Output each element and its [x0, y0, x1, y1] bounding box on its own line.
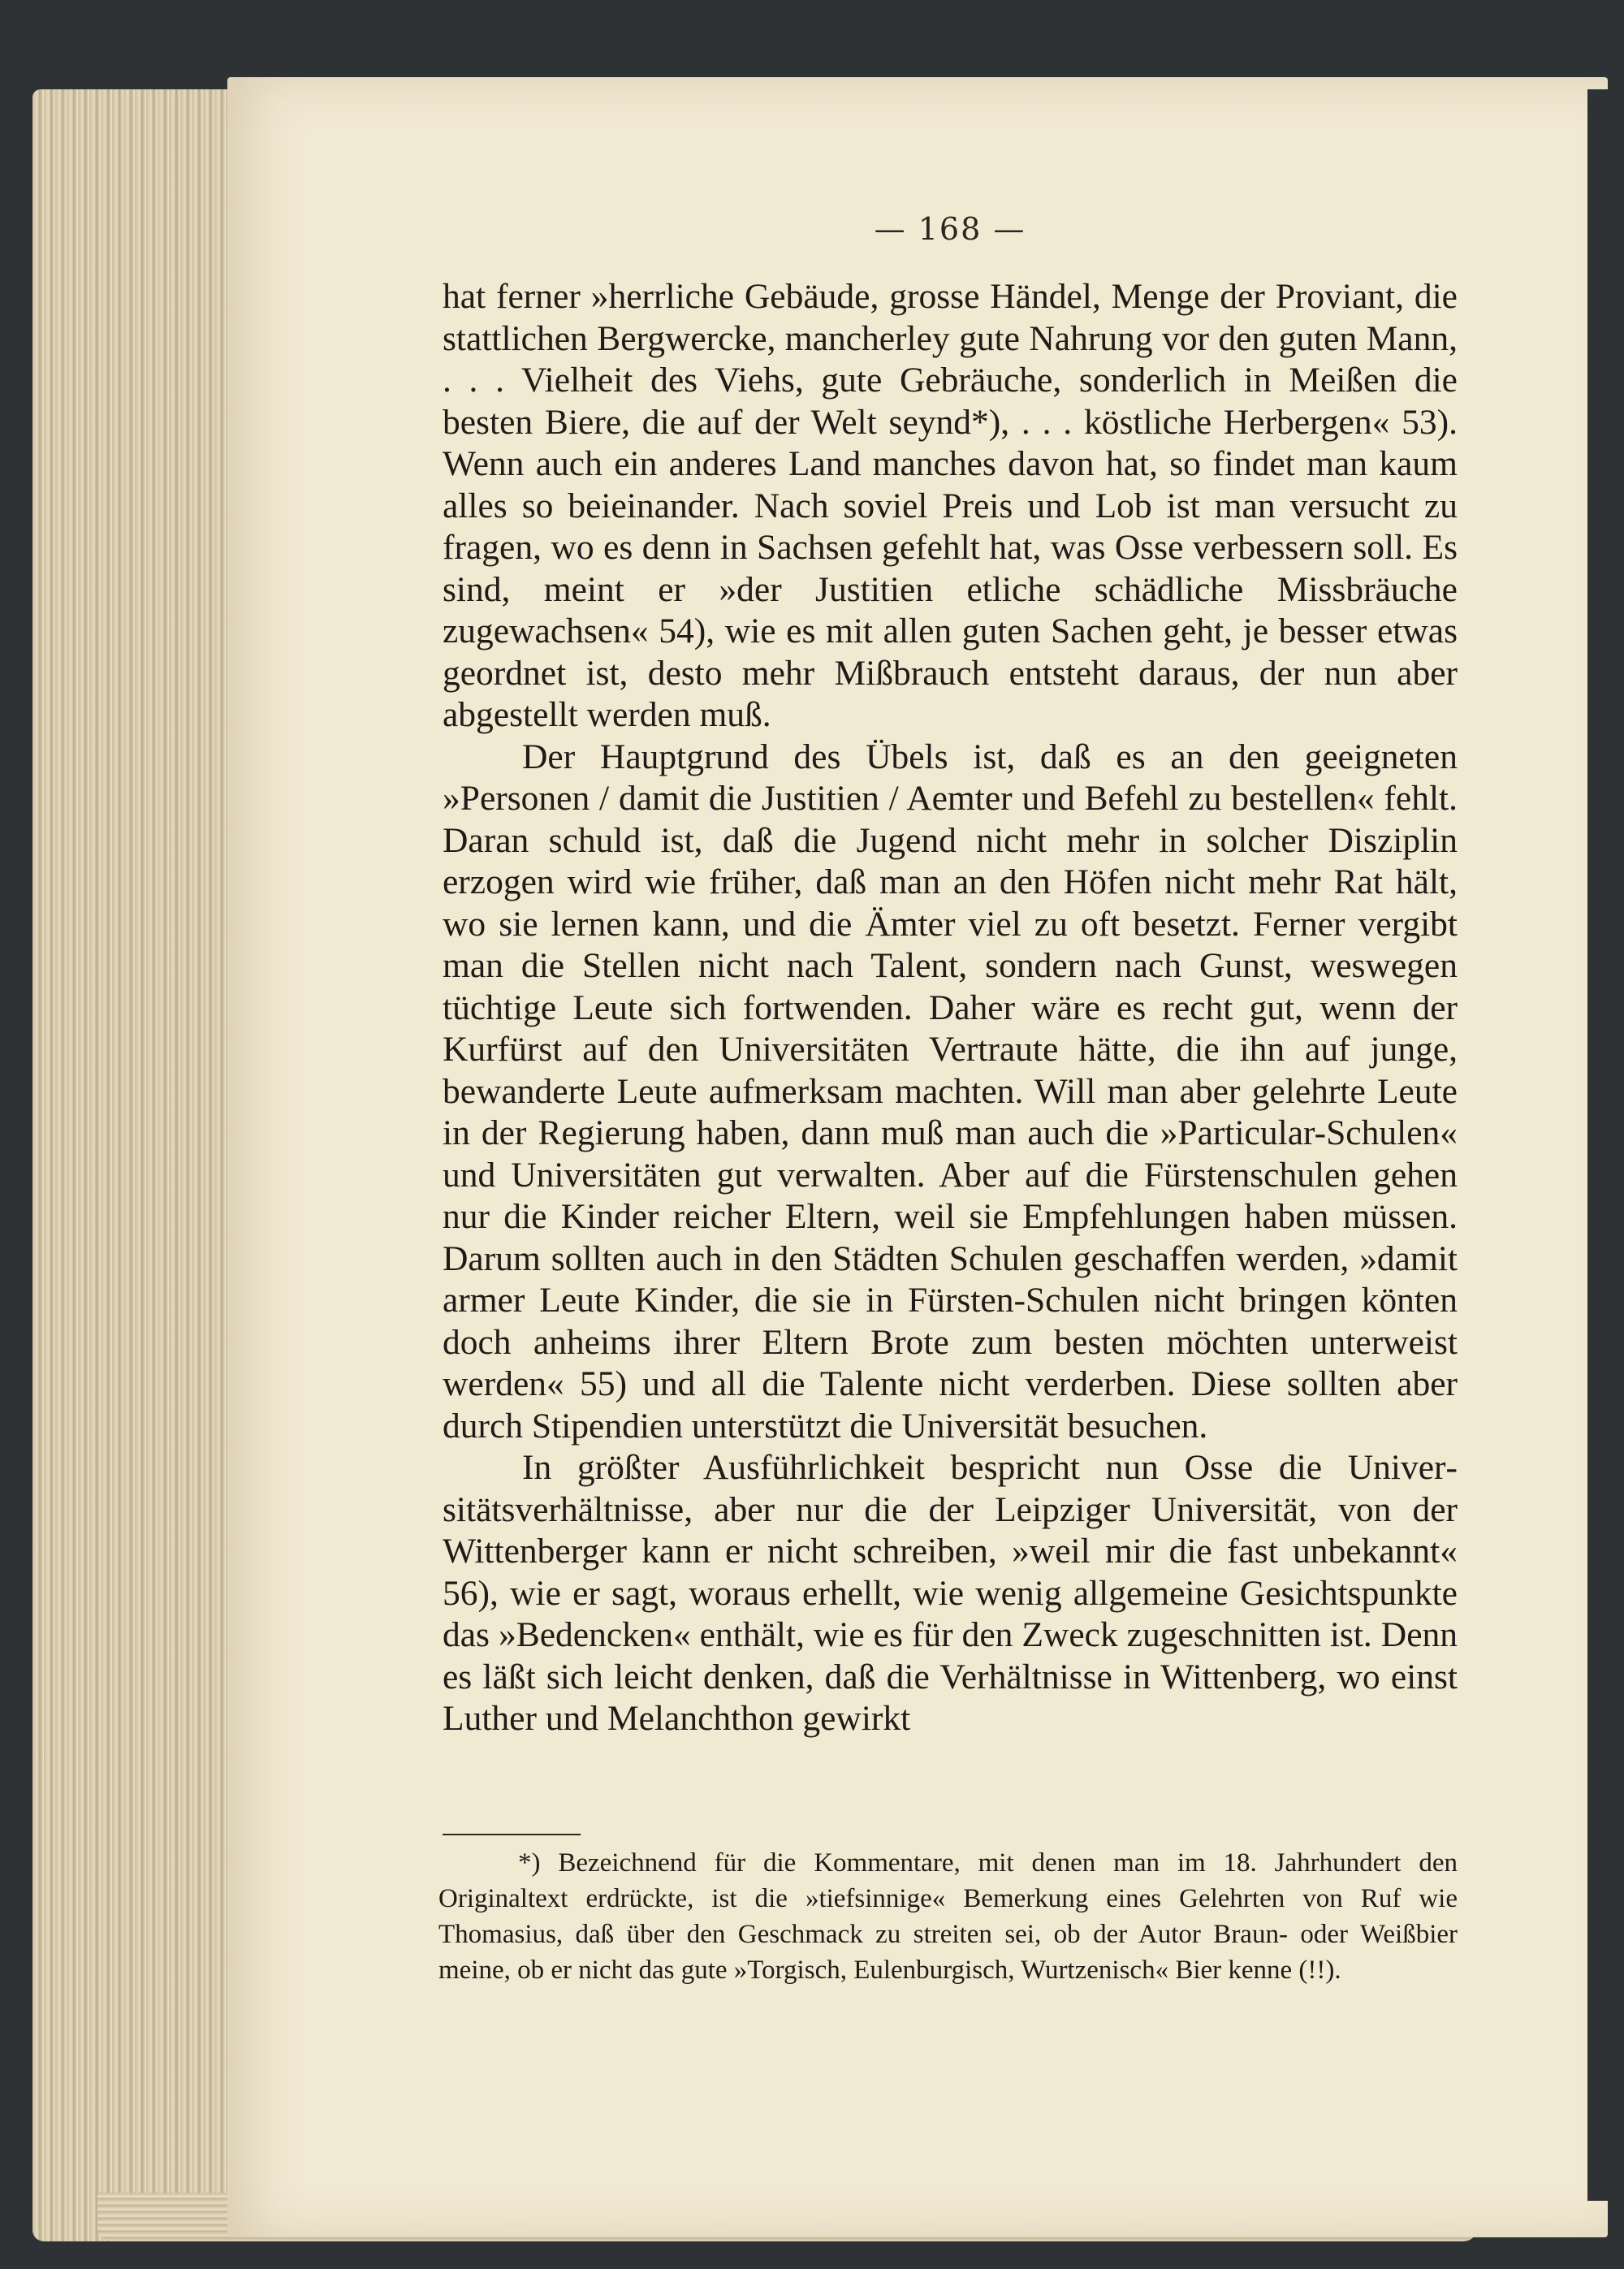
page-number: — 168 — — [874, 211, 1026, 247]
footnote-rule — [443, 1834, 581, 1835]
book-page-edges — [32, 89, 235, 2241]
footnote-text: *) Bezeichnend für die Kommentare, mit denen man im 18. Jahrhundert den Originaltext erdrückte, ist die »tiefsinnige« Bemerkung eines Gelehrten von Ruf wie Thomasius, daß über den Geschmack zu streiten sei, ob der Autor Braun- oder Weißbier meine, ob er nicht das gute »Torgisch, Eulenburgisch, Wurtzenisch« Bier kenne (!!). — [438, 1848, 1458, 1985]
body-text — [443, 276, 1458, 1740]
background-gap — [1587, 89, 1624, 2201]
footnote — [438, 1845, 1458, 1988]
paragraph-3: In größter Ausführlichkeit bespricht nun Osse die Universitätsverhältnisse, aber nur die der Leipziger Universität, von der Wittenberger kann er nicht schreiben, »weil mir die fast unbekannt« 56), wie er sagt, woraus erhellt, wie wenig allgemeine Gesichtspunkte das »Bedencken« enthält, wie es für den Zweck zugeschnitten ist. Denn es läßt sich leicht denken, daß die Verhältnisse in Wittenberg, wo einst Luther und Melanchthon gewirkt — [443, 1448, 1458, 1738]
paragraph-1: hat ferner »herrliche Gebäude, grosse Händel, Menge der Proviant, die stattlichen Bergwercke, mancherley gute Nahrung vor den guten Mann, . . . Vielheit des Viehs, gute Gebräuche, sonderlich in Meißen die besten Biere, die auf der Welt seynd*), . . . köstliche Herbergen« 53). Wenn auch ein anderes Land manches davon hat, so findet man kaum alles so beieinander. Nach soviel Preis und Lob ist man versucht zu fragen, wo es denn in Sachsen gefehlt hat, was Osse verbessern soll. Es sind, meint er »der Justitien etliche schädliche Missbräuche zugewachsen« 54), wie es mit allen guten Sachen geht, je besser etwas geordnet ist, desto mehr Mißbrauch entsteht daraus, der nun aber abgestellt werden muß. — [443, 277, 1458, 734]
paragraph-2: Der Hauptgrund des Übels ist, daß es an den geeigneten »Personen / damit die Justitien / Aemter und Befehl zu bestellen« fehlt. Daran schuld ist, daß die Jugend nicht mehr in solcher Disziplin erzogen wird wie früher, daß man an den Höfen nicht mehr Rat hält, wo sie lernen kann, und die Ämter viel zu oft besetzt. Ferner vergibt man die Stellen nicht nach Talent, sondern nach Gunst, weswegen tüchtige Leute sich fortwenden. Daher wäre es recht gut, wenn der Kurfürst auf den Universitäten Vertraute hätte, die ihn auf junge, bewanderte Leute aufmerksam machten. Will man aber gelehrte Leute in der Regierung haben, dann muß man auch die »Particular-Schulen« und Universitäten gut verwalten. Aber auf die Fürstenschulen gehen nur die Kinder reicher Eltern, weil sie Empfehlungen haben müssen. Darum sollten auch in den Städten Schulen geschaffen werden, »damit armer Leute Kinder, die sie in Fürsten-Schulen nicht bringen könten doch anheims ihrer Eltern Brote zum besten möchten unterweist werden« 55) und all die Talente nicht verderben. Diese sollten aber durch Stipendien unterstützt die Universität besuchen. — [443, 737, 1458, 1446]
